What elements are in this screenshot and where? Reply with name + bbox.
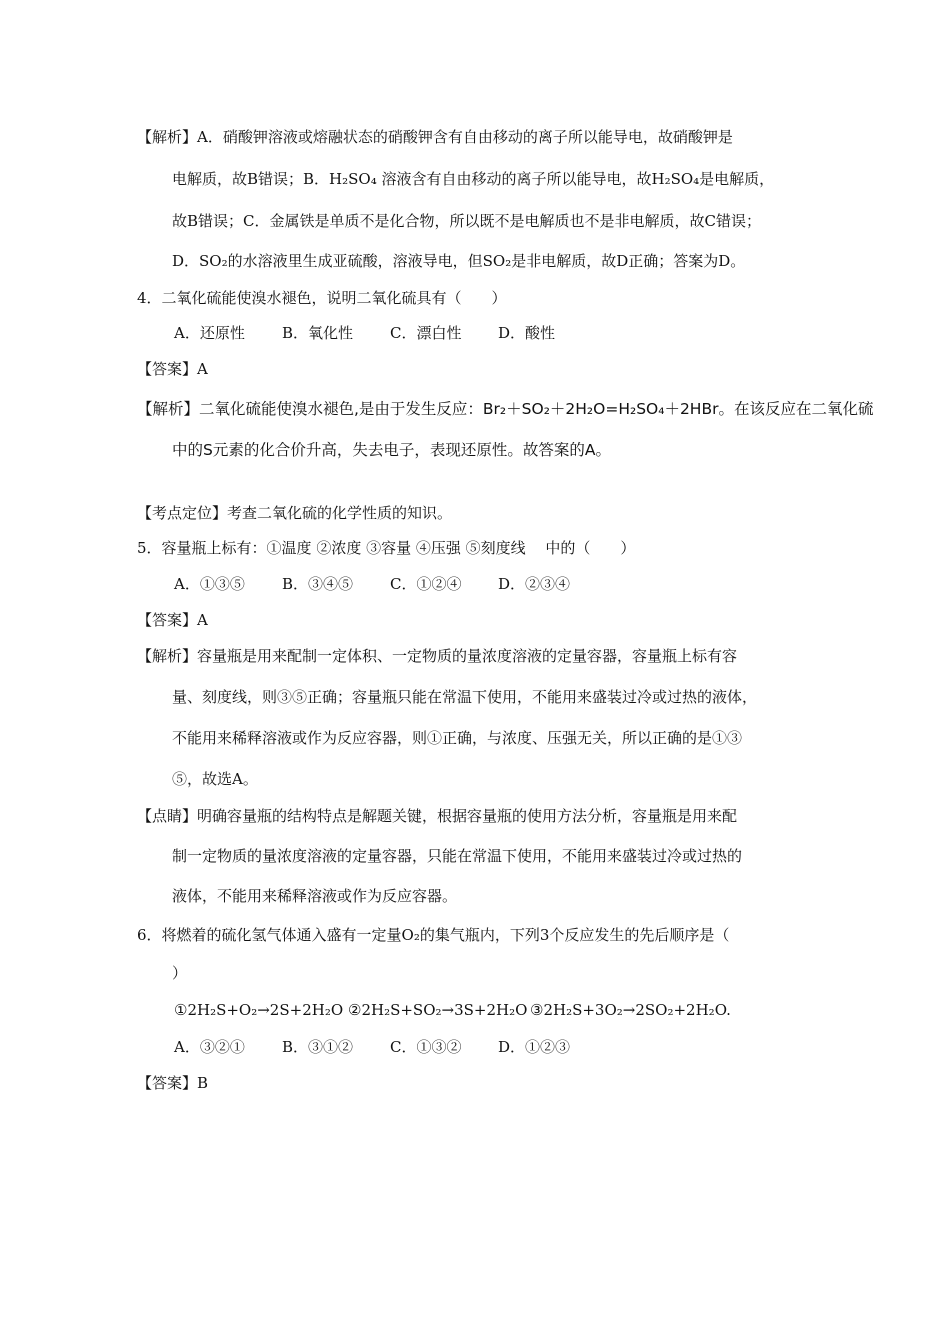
q5-option-c: C．①②④ xyxy=(390,575,462,593)
q6-answer: 【答案】B xyxy=(137,1074,209,1092)
q4-explanation-line: 【解析】二氧化硫能使溴水褪色,是由于发生反应：Br₂＋SO₂＋2H₂O=H₂SO₄＋2HBr。在该反应在二氧化硫 xyxy=(137,400,874,418)
q4-point: 【考点定位】考查二氧化硫的化学性质的知识。 xyxy=(137,504,453,522)
q6-options xyxy=(174,1037,570,1057)
q6-option-c: C．①③② xyxy=(390,1038,462,1056)
q6-question: 6．将燃着的硫化氢气体通入盛有一定量O₂的集气瓶内，下列3个反应发生的先后顺序是（ xyxy=(137,926,730,944)
q5-options xyxy=(174,574,570,594)
q4-option-b: B．氧化性 xyxy=(282,324,354,342)
q4-question: 4．二氧化硫能使溴水褪色，说明二氧化硫具有（ ） xyxy=(137,289,507,307)
q6-option-d: D．①②③ xyxy=(498,1038,571,1056)
q5-explanation-line: 【解析】容量瓶是用来配制一定体积、一定物质的量浓度溶液的定量容器，容量瓶上标有容 xyxy=(137,647,738,665)
q5-question: 5．容量瓶上标有：①温度 ②浓度 ③容量 ④压强 ⑤刻度线 中的（ ） xyxy=(137,539,636,557)
q4-answer: 【答案】A xyxy=(137,360,208,378)
q4-option-c: C．漂白性 xyxy=(390,324,462,342)
q3-explanation-line: D．SO₂的水溶液里生成亚硫酸，溶液导电，但SO₂是非电解质，故D正确；答案为D。 xyxy=(172,252,746,270)
q5-option-a: A．①③⑤ xyxy=(174,575,245,593)
q4-option-a: A．还原性 xyxy=(174,324,245,342)
q3-explanation-line: 【解析】A．硝酸钾溶液或熔融状态的硝酸钾含有自由移动的离子所以能导电，故硝酸钾是 xyxy=(137,128,733,146)
q6-reaction-2: ②2H₂S+SO₂→3S+2H₂O xyxy=(348,1001,528,1019)
q6-option-b: B．③①② xyxy=(282,1038,354,1056)
q6-reactions xyxy=(174,1000,731,1020)
q6-reaction-3: ③2H₂S+3O₂→2SO₂+2H₂O. xyxy=(530,1001,731,1019)
q6-question-end: ） xyxy=(172,964,188,982)
q5-option-d: D．②③④ xyxy=(498,575,571,593)
q5-tip-line: 制一定物质的量浓度溶液的定量容器，只能在常温下使用，不能用来盛装过冷或过热的 xyxy=(172,847,743,865)
q5-explanation-line: 不能用来稀释溶液或作为反应容器，则①正确，与浓度、压强无关，所以正确的是①③ xyxy=(172,729,743,747)
q6-option-a: A．③②① xyxy=(174,1038,245,1056)
q5-explanation-line: 量、刻度线，则③⑤正确；容量瓶只能在常温下使用，不能用来盛装过冷或过热的液体， xyxy=(172,688,758,706)
q4-options xyxy=(174,323,555,343)
q4-option-d: D．酸性 xyxy=(498,324,556,342)
q3-explanation-line: 故B错误；C．金属铁是单质不是化合物，所以既不是电解质也不是非电解质，故C错误； xyxy=(172,212,761,230)
q5-option-b: B．③④⑤ xyxy=(282,575,354,593)
q5-answer: 【答案】A xyxy=(137,611,208,629)
q6-reaction-1: ①2H₂S+O₂→2S+2H₂O xyxy=(174,1001,344,1019)
q3-explanation-line: 电解质，故B错误；B．H₂SO₄ 溶液含有自由移动的离子所以能导电，故H₂SO₄是电解质， xyxy=(172,170,775,188)
q5-tip-line: 液体，不能用来稀释溶液或作为反应容器。 xyxy=(172,887,458,905)
q4-explanation-line: 中的S元素的化合价升高，失去电子，表现还原性。故答案的A。 xyxy=(172,441,611,459)
q5-explanation-line: ⑤，故选A。 xyxy=(172,770,258,788)
q5-tip-line: 【点睛】明确容量瓶的结构特点是解题关键，根据容量瓶的使用方法分析，容量瓶是用来配 xyxy=(137,807,738,825)
